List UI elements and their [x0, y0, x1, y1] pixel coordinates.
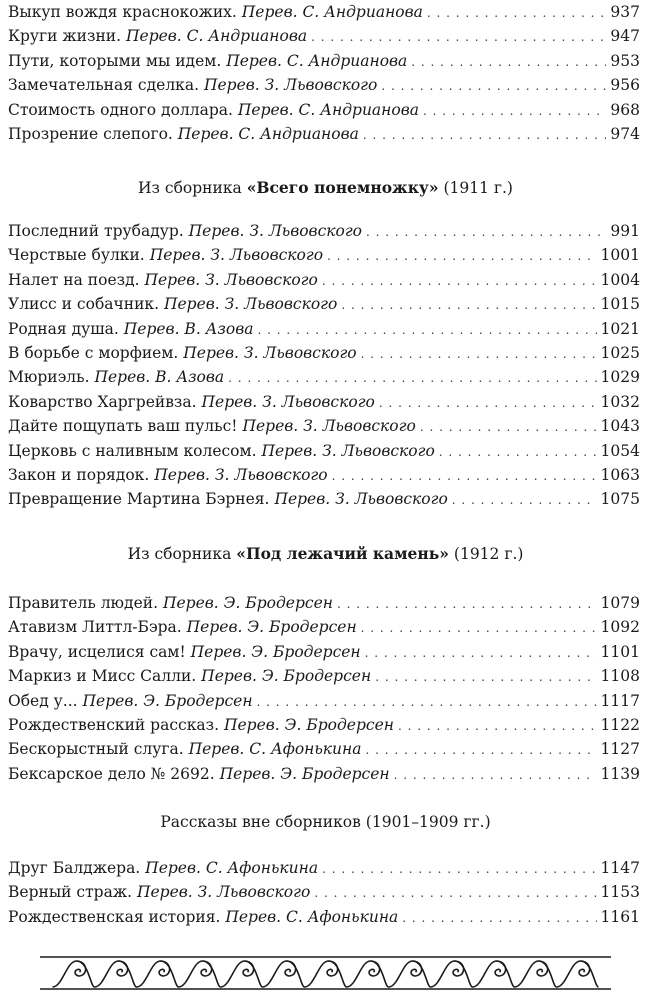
entry-page-number: 1161 [600, 907, 640, 926]
entry-page-number: 1079 [600, 594, 640, 612]
toc-entry [8, 591, 640, 615]
entry-page-number: 974 [610, 124, 640, 143]
entry-translator: Перев. С. Андрианова [226, 51, 408, 70]
entry-page-number: 956 [610, 76, 640, 95]
entry-page-number: 1075 [600, 490, 640, 509]
entry-title: Черствые булки. [8, 246, 145, 265]
dot-leader [332, 463, 597, 488]
entry-translator: Перев. С. Андрианова [177, 124, 359, 143]
entry-title: Атавизм Литтл-Бэра. [8, 618, 182, 637]
toc-entry [8, 713, 640, 737]
entry-title: Правитель людей. [8, 594, 159, 612]
dot-leader [327, 243, 597, 268]
entry-title: Рождественский рассказ. [8, 715, 220, 734]
dot-leader [311, 24, 606, 49]
entry-title: Улисс и собачник. [8, 295, 160, 314]
toc-entry [8, 49, 640, 73]
heading-prefix: Из сборника [127, 545, 237, 563]
entry-translator: Перев. С. Афонькина [225, 907, 399, 926]
entry-title: Мюриэль. [8, 368, 90, 387]
entry-page-number: 1139 [600, 764, 640, 783]
entry-page-number: 1153 [600, 883, 640, 902]
entry-translator: Перев. С. Андрианова [126, 27, 308, 46]
entry-title: Прозрение слепого. [8, 124, 173, 143]
toc-entry [8, 292, 640, 316]
entry-translator: Перев. С. Афонькина [188, 740, 362, 759]
dot-leader [423, 98, 606, 123]
entry-title: Маркиз и Мисс Салли. [8, 667, 197, 686]
entry-translator: Перев. З. Львовского [154, 465, 328, 484]
toc-entry [8, 365, 640, 389]
entry-page-number: 1054 [600, 441, 640, 460]
toc-entry [8, 219, 640, 243]
entry-page-number: 1001 [600, 246, 640, 265]
entry-page-number: 1117 [600, 691, 640, 710]
entry-title: Врачу, исцелися сам! [8, 642, 186, 661]
dot-leader [439, 439, 597, 464]
dot-leader [375, 664, 596, 689]
entry-page-number: 1063 [600, 465, 640, 484]
entry-title: Пути, которыми мы идем. [8, 51, 222, 70]
toc-entry [8, 463, 640, 487]
entry-title: Обед у... [8, 691, 78, 710]
entry-page-number: 1043 [600, 417, 640, 436]
entry-translator: Перев. З. Львовского [163, 295, 338, 314]
toc-list-section2 [8, 591, 640, 786]
entry-page-number: 1029 [600, 368, 640, 387]
toc-entry [8, 341, 640, 365]
entry-translator: Перев. Э. Бродерсен [186, 618, 357, 637]
toc-entry [8, 615, 640, 639]
entry-translator: Перев. В. Азова [123, 319, 254, 338]
entry-translator: Перев. З. Львовского [203, 76, 378, 95]
dot-leader [420, 414, 597, 439]
entry-translator: Перев. З. Львовского [261, 441, 435, 460]
toc-entry [8, 487, 640, 511]
toc-entry [8, 414, 640, 438]
toc-entry [8, 317, 640, 341]
dot-leader [257, 689, 597, 714]
entry-translator: Перев. З. Львовского [188, 222, 363, 240]
toc-entry [8, 439, 640, 463]
entry-translator: Перев. З. Львовского [201, 392, 375, 411]
section-heading [0, 176, 651, 200]
entry-translator: Перев. З. Львовского [144, 270, 318, 289]
entry-translator: Перев. Э. Бродерсен [82, 691, 253, 710]
entry-translator: Перев. З. Львовского [136, 883, 311, 902]
entry-translator: Перев. Э. Бродерсен [190, 642, 361, 661]
heading-suffix: (1911 г.) [438, 179, 513, 197]
toc-entry [8, 640, 640, 664]
toc-list-section0 [8, 0, 640, 146]
entry-title: Превращение Мартина Бэрнея. [8, 490, 270, 509]
dot-leader [394, 762, 597, 787]
entry-page-number: 947 [610, 27, 640, 46]
entry-page-number: 1122 [600, 715, 640, 734]
toc-entry [8, 737, 640, 761]
dot-leader [228, 365, 596, 390]
entry-page-number: 1092 [600, 618, 640, 637]
dot-leader [361, 341, 597, 366]
dot-leader [322, 856, 596, 881]
entry-title: Церковь с наливным колесом. [8, 441, 257, 460]
entry-title: Друг Балджера. [8, 859, 141, 877]
wave-scroll-ornament-icon [40, 955, 611, 991]
dot-leader [398, 713, 597, 738]
entry-translator: Перев. Э. Бродерсен [201, 667, 372, 686]
entry-title: Коварство Харгрейвза. [8, 392, 197, 411]
dot-leader [365, 640, 597, 665]
heading-suffix: (1912 г.) [448, 545, 524, 563]
entry-title: Дайте пощупать ваш пульс! [8, 417, 238, 436]
entry-title: Бескорыстный слуга. [8, 740, 184, 759]
heading-prefix: Рассказы вне сборников (1901–1909 гг.) [160, 813, 491, 831]
heading-prefix: Из сборника [138, 179, 247, 197]
toc-entry [8, 905, 640, 929]
dot-leader [402, 905, 596, 930]
entry-translator: Перев. З. Львовского [149, 246, 324, 265]
section-heading [0, 542, 651, 566]
dot-leader [341, 292, 596, 317]
dot-leader [381, 73, 606, 98]
dot-leader [379, 390, 597, 415]
entry-page-number: 991 [610, 222, 640, 240]
toc-entry [8, 856, 640, 880]
toc-entry [8, 664, 640, 688]
entry-translator: Перев. С. Афонькина [145, 859, 319, 877]
entry-page-number: 953 [610, 51, 640, 70]
dot-leader [366, 219, 606, 244]
dot-leader [314, 880, 596, 905]
entry-translator: Перев. С. Андрианова [241, 3, 423, 21]
dot-leader [427, 0, 607, 25]
entry-title: Стоимость одного доллара. [8, 100, 233, 119]
toc-entry [8, 268, 640, 292]
dot-leader [452, 487, 597, 512]
dot-leader [366, 737, 597, 762]
entry-page-number: 1025 [600, 343, 640, 362]
toc-entry [8, 880, 640, 904]
dot-leader [257, 317, 596, 342]
collection-name: «Под лежачий камень» [236, 544, 449, 563]
entry-title: Родная душа. [8, 319, 119, 338]
entry-page-number: 1127 [600, 740, 640, 759]
dot-leader [411, 49, 606, 74]
entry-title: Последний трубадур. [8, 222, 184, 240]
dot-leader [322, 268, 597, 293]
entry-page-number: 1015 [600, 295, 640, 314]
entry-translator: Перев. З. Львовского [242, 417, 416, 436]
entry-title: В борьбе с морфием. [8, 343, 179, 362]
dot-leader [363, 122, 607, 147]
toc-entry [8, 689, 640, 713]
toc-entry [8, 390, 640, 414]
dot-leader [361, 615, 597, 640]
entry-translator: Перев. С. Андрианова [237, 100, 419, 119]
entry-translator: Перев. З. Львовского [183, 343, 357, 362]
entry-translator: Перев. В. Азова [94, 368, 225, 387]
entry-title: Круги жизни. [8, 27, 122, 46]
entry-title: Бексарское дело № 2692. [8, 764, 215, 783]
toc-entry [8, 243, 640, 267]
entry-page-number: 1147 [600, 859, 640, 877]
toc-entry [8, 0, 640, 24]
toc-list-section3 [8, 856, 640, 929]
entry-page-number: 937 [610, 3, 640, 21]
entry-translator: Перев. Э. Бродерсен [223, 715, 394, 734]
entry-page-number: 1108 [600, 667, 640, 686]
entry-title: Закон и порядок. [8, 465, 150, 484]
toc-entry [8, 122, 640, 146]
entry-title: Верный страж. [8, 883, 133, 902]
entry-page-number: 1021 [600, 319, 640, 338]
collection-name: «Всего понемножку» [246, 178, 439, 197]
toc-entry [8, 73, 640, 97]
toc-entry [8, 98, 640, 122]
entry-translator: Перев. Э. Бродерсен [162, 594, 333, 612]
toc-list-section1 [8, 219, 640, 512]
toc-entry [8, 24, 640, 48]
entry-page-number: 968 [610, 100, 640, 119]
entry-title: Рождественская история. [8, 907, 221, 926]
toc-entry [8, 762, 640, 786]
entry-page-number: 1004 [600, 270, 640, 289]
entry-translator: Перев. З. Львовского [274, 490, 448, 509]
entry-title: Выкуп вождя краснокожих. [8, 3, 237, 21]
entry-title: Замечательная сделка. [8, 76, 200, 95]
entry-page-number: 1032 [600, 392, 640, 411]
entry-title: Налет на поезд. [8, 270, 140, 289]
entry-page-number: 1101 [600, 642, 640, 661]
dot-leader [337, 591, 597, 616]
section-heading [0, 810, 651, 834]
entry-translator: Перев. Э. Бродерсен [219, 764, 390, 783]
